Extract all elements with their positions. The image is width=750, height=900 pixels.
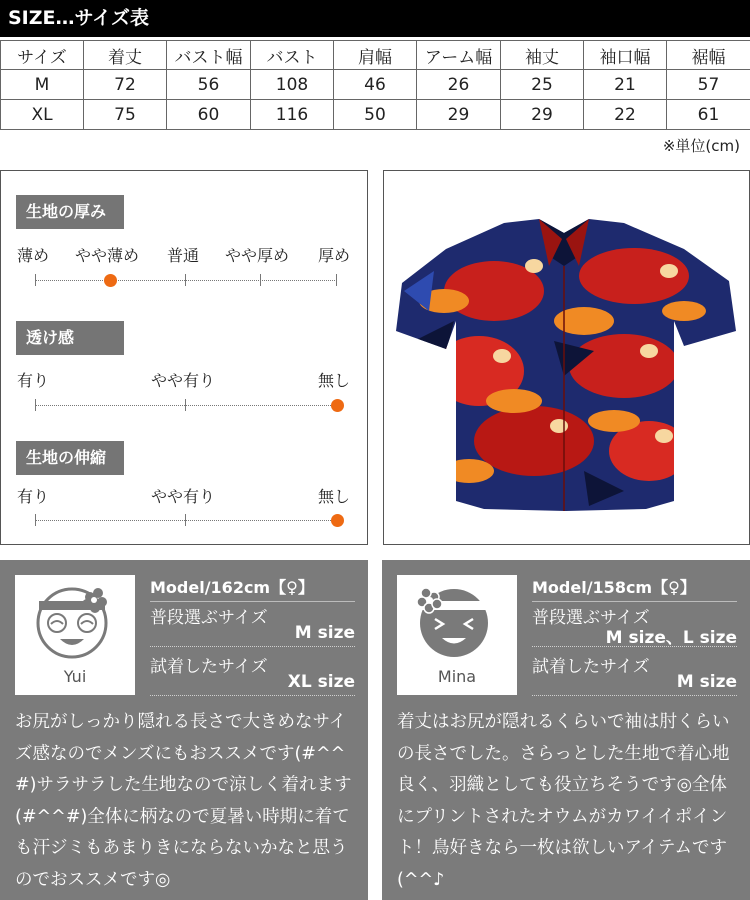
scale-tick <box>185 399 186 411</box>
usual-size-label: 普段選ぶサイズ <box>532 608 650 628</box>
stretch-option: 有り <box>17 487 50 506</box>
table-header-row <box>1 41 750 70</box>
divider <box>532 695 737 696</box>
product-photo <box>383 170 750 545</box>
usual-size-value: M size <box>294 623 355 643</box>
transparency-option: やや有り <box>151 371 216 390</box>
column-header: アーム幅 <box>417 41 501 70</box>
review-comment: 着丈はお尻が隠れるくらいで袖は肘くらいの長さでした。さらっとした生地で着心地良く、羽織としても役立ちそうです◎全体にプリントされたオウムがカワイイポイント！鳥好きなら一枚は欲しいアイテムです(^^♪ <box>397 712 730 890</box>
thickness-option: 薄め <box>17 246 50 265</box>
avatar-name: Mina <box>437 667 477 686</box>
transparency-option: 無し <box>318 371 351 390</box>
stretch-label: 生地の伸縮 <box>16 441 124 475</box>
column-header: 着丈 <box>84 41 167 70</box>
table-cell: 46 <box>334 70 417 100</box>
column-header: サイズ <box>1 41 84 70</box>
table-cell: XL <box>1 100 84 130</box>
avatar-name: Yui <box>63 667 87 686</box>
scale-tick <box>185 274 186 286</box>
transparency-scale <box>35 405 337 406</box>
thickness-label: 生地の厚み <box>16 195 124 229</box>
avatar <box>397 575 517 695</box>
size-section-title: SIZE…サイズ表 <box>0 0 750 37</box>
tried-size-value: XL size <box>287 672 355 692</box>
size-table <box>0 40 750 130</box>
scale-tick <box>336 274 337 286</box>
table-row <box>1 70 750 100</box>
thickness-option: やや薄め <box>75 246 140 265</box>
review-panel-yui <box>0 560 368 900</box>
column-header: バスト <box>251 41 334 70</box>
table-cell: 57 <box>667 70 750 100</box>
table-cell: M <box>1 70 84 100</box>
thickness-option: やや厚め <box>225 246 290 265</box>
table-cell: 22 <box>584 100 667 130</box>
table-cell: 61 <box>667 100 750 130</box>
stretch-option: やや有り <box>151 487 216 506</box>
table-cell: 108 <box>251 70 334 100</box>
model-info: Model/158cm【♀】 <box>532 575 737 602</box>
table-cell: 72 <box>84 70 167 100</box>
fabric-info-box <box>0 170 368 545</box>
stretch-option: 無し <box>318 487 351 506</box>
transparency-indicator-dot <box>331 399 344 412</box>
column-header: 肩幅 <box>334 41 417 70</box>
table-row <box>1 100 750 130</box>
scale-tick <box>185 514 186 526</box>
usual-size-label: 普段選ぶサイズ <box>150 608 268 628</box>
table-cell: 56 <box>167 70 251 100</box>
thickness-option: 厚め <box>318 246 351 265</box>
divider <box>150 646 355 647</box>
table-cell: 25 <box>501 70 584 100</box>
scale-tick <box>260 274 261 286</box>
column-header: 袖丈 <box>501 41 584 70</box>
avatar <box>15 575 135 695</box>
table-cell: 50 <box>334 100 417 130</box>
column-header: 袖口幅 <box>584 41 667 70</box>
divider <box>150 695 355 696</box>
divider <box>532 646 737 647</box>
scale-tick <box>35 399 36 411</box>
tried-size-label: 試着したサイズ <box>532 657 650 677</box>
stretch-indicator-dot <box>331 514 344 527</box>
transparency-option: 有り <box>17 371 50 390</box>
stretch-scale <box>35 520 337 521</box>
column-header: 裾幅 <box>667 41 750 70</box>
thickness-scale <box>35 280 337 281</box>
thickness-indicator-dot <box>104 274 117 287</box>
table-cell: 26 <box>417 70 501 100</box>
transparency-label: 透け感 <box>16 321 124 355</box>
unit-note: ※単位(cm) <box>662 137 740 155</box>
table-cell: 60 <box>167 100 251 130</box>
parrot-shirt-image <box>384 171 749 544</box>
scale-tick <box>35 514 36 526</box>
usual-size-value: M size、L size <box>605 628 737 648</box>
table-cell: 116 <box>251 100 334 130</box>
model-info: Model/162cm【♀】 <box>150 575 355 602</box>
tried-size-label: 試着したサイズ <box>150 657 268 677</box>
thickness-option: 普通 <box>167 246 200 265</box>
column-header: バスト幅 <box>167 41 251 70</box>
scale-tick <box>35 274 36 286</box>
review-comment: お尻がしっかり隠れる長さで大きめなサイズ感なのでメンズにもおススメです(#^^#)サラサラした生地なので涼しく着れます(#^^#)全体に柄なので夏暑い時期に着ても汗ジミもあまりきにならないかなと思うのでおススメです◎ <box>15 712 352 890</box>
table-cell: 29 <box>501 100 584 130</box>
tried-size-value: M size <box>676 672 737 692</box>
table-cell: 29 <box>417 100 501 130</box>
review-panel-mina <box>382 560 750 900</box>
table-cell: 75 <box>84 100 167 130</box>
table-cell: 21 <box>584 70 667 100</box>
